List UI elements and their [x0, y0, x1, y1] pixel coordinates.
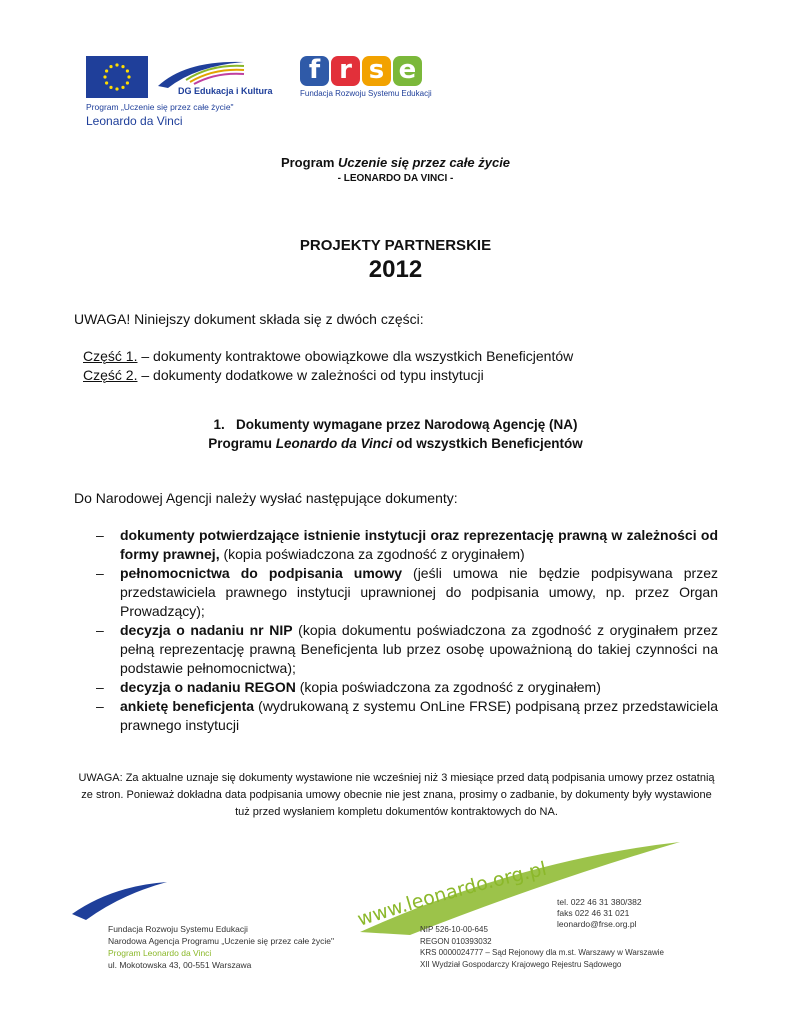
documents-intro: Do Narodowej Agencji należy wysłać następujące dokumenty:: [74, 490, 458, 506]
part2-text: – dokumenty dodatkowe w zależności od typu instytucji: [137, 367, 484, 383]
footer-regon: REGON 010393032: [420, 936, 492, 946]
eu-dg-label: DG Edukacja i Kultura: [178, 86, 273, 96]
section-heading-italic: Leonardo da Vinci: [275, 436, 393, 451]
footer-org: Fundacja Rozwoju Systemu Edukacji: [108, 924, 248, 934]
section-heading-line1: 1. Dokumenty wymagane przez Narodową Agencję (NA): [213, 417, 578, 432]
frse-tile-s: s: [362, 56, 391, 86]
section-heading-prefix: Programu: [208, 436, 276, 451]
eu-program-label: Program „Uczenie się przez całe życie": [86, 102, 234, 112]
footer-swoosh-icon: [72, 880, 167, 920]
item-bold: decyzja o nadaniu REGON: [120, 679, 296, 695]
dash-bullet: –: [96, 527, 104, 543]
warning-text: UWAGA! Niniejszy dokument składa się z dwóch części:: [74, 311, 424, 327]
section-heading-suffix: od wszystkich Beneficjentów: [392, 436, 583, 451]
eu-leonardo-logo: [86, 56, 273, 136]
list-item: [96, 526, 718, 564]
program-name: Uczenie się przez całe życie: [338, 155, 511, 170]
footer-email[interactable]: leonardo@frse.org.pl: [557, 919, 637, 929]
item-text: (wydrukowaną z systemu OnLine FRSE) podpisaną przez przedstawiciela prawnego instytucji: [120, 698, 718, 733]
section-heading-line2: [0, 436, 791, 451]
footer-agency: Narodowa Agencja Programu „Uczenie się przez całe życie": [108, 936, 335, 946]
program-subtitle: - LEONARDO DA VINCI -: [337, 173, 454, 184]
footer-tel: tel. 022 46 31 380/382: [557, 897, 642, 907]
item-bold: decyzja o nadaniu nr NIP: [120, 622, 293, 638]
frse-tile-f: f: [300, 56, 329, 86]
part2-label: Część 2.: [83, 367, 138, 383]
footer-krs: KRS 0000024777 – Sąd Rejonowy dla m.st. Warszawy w Warszawie: [420, 948, 664, 957]
dash-bullet: –: [96, 565, 104, 581]
page-title: PROJEKTY PARTNERSKIE: [299, 237, 492, 254]
item-bold: ankietę beneficjenta: [120, 698, 255, 714]
footer-court: XII Wydział Gospodarczy Krajowego Rejestru Sądowego: [420, 959, 622, 969]
item-text: (kopia poświadczona za zgodność z oryginałem): [295, 679, 601, 695]
item-text: (kopia poświadczona za zgodność z oryginałem): [219, 546, 525, 562]
part1-label: Część 1.: [83, 348, 138, 364]
footer-program: Program Leonardo da Vinci: [108, 948, 212, 958]
frse-tile-e: e: [393, 56, 422, 86]
item-text: (jeśli umowa nie będzie podpisywana przez przedstawiciela prawnego instytucji uprawnionej do podpisania umowy, np. przez Organ Prowadzący);: [120, 565, 718, 619]
documents-list: [96, 526, 718, 735]
program-prefix: Program: [280, 155, 335, 170]
part1-line: [83, 346, 573, 366]
footer-registry-block: [420, 924, 664, 970]
frse-tiles: [300, 56, 450, 86]
list-item: [96, 564, 718, 621]
list-item: [96, 697, 718, 735]
domain-url[interactable]: www.leonardo.org.pl: [354, 857, 549, 931]
part2-line: [83, 365, 484, 385]
footer-contact-block: [557, 897, 642, 930]
frse-tile-r: r: [331, 56, 360, 86]
program-title: [0, 155, 791, 170]
validity-note: UWAGA: Za aktualne uznaje się dokumenty wystawione nie wcześniej niż 3 miesiące przed datą podpisania umowy przez ostatnią ze stron. Ponieważ dokładna data podpisania umowy obecnie nie jest znana, prosimy o zadbanie, by dokumenty były wystawione tuż przed wysłaniem kompletu dokumentów kontraktowych do NA.: [78, 772, 715, 818]
footer-address: ul. Mokotowska 43, 00-551 Warszawa: [108, 960, 252, 970]
dash-bullet: –: [96, 698, 104, 714]
item-text: (kopia dokumentu poświadczona za zgodność z oryginałem przez pełną reprezentację prawną Beneficjenta lub przez osobę upoważnioną do takiej czynności na podstawie pełnomocnictwa);: [120, 622, 718, 676]
frse-subtitle: Fundacja Rozwoju Systemu Edukacji: [300, 89, 432, 98]
part1-text: – dokumenty kontraktowe obowiązkowe dla wszystkich Beneficjentów: [137, 348, 574, 364]
footer-org-block: [108, 923, 334, 971]
dash-bullet: –: [96, 679, 104, 695]
footer-fax: faks 022 46 31 021: [557, 908, 630, 918]
page-year: 2012: [368, 256, 423, 283]
item-bold: pełnomocnictwa do podpisania umowy: [120, 565, 402, 581]
frse-logo: [300, 56, 450, 100]
footer-nip: NIP 526-10-00-645: [420, 925, 488, 934]
eu-leonardo-label: Leonardo da Vinci: [86, 114, 183, 128]
eu-flag-icon: [86, 56, 148, 98]
dash-bullet: –: [96, 622, 104, 638]
item-bold: dokumenty potwierdzające istnienie instytucji oraz reprezentację prawną w zależności od formy prawnej,: [120, 527, 718, 562]
list-item: [96, 678, 718, 697]
list-item: [96, 621, 718, 678]
